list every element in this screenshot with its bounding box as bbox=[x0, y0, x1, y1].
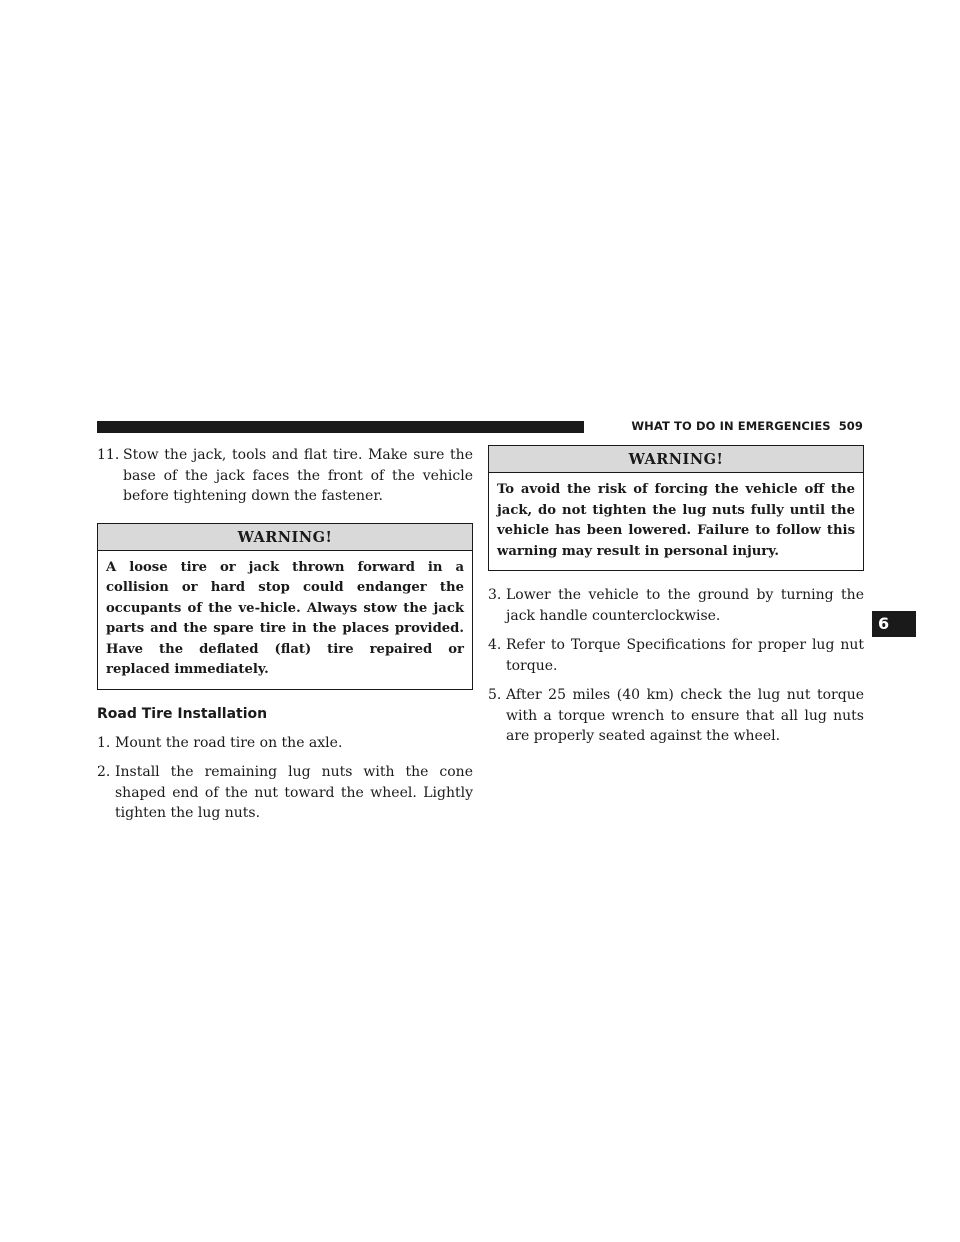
step-number: 3. bbox=[488, 587, 502, 603]
step-4 bbox=[488, 635, 864, 676]
warning-text: To avoid the risk of forcing the vehicle off the jack, do not tighten the lug nuts fully until the vehicle has been lowered. Failure to follow this warning may result in personal injury. bbox=[497, 482, 855, 559]
running-header bbox=[592, 419, 863, 433]
chapter-tab: 6 bbox=[872, 611, 916, 637]
right-column bbox=[488, 445, 864, 756]
step-3 bbox=[488, 585, 864, 626]
warning-box bbox=[488, 445, 864, 571]
step-number: 2. bbox=[97, 764, 111, 780]
warning-title: WARNING! bbox=[98, 524, 472, 551]
warning-text: A loose tire or jack thrown forward in a collision or hard stop could endanger the occupants of the ve-hicle. Always stow the jack parts and the spare tire in the places provided. Have the deflated (flat) tire repaired or replaced immediately. bbox=[106, 559, 464, 677]
step-text: Refer to Torque Specifications for proper lug nut torque. bbox=[506, 637, 864, 674]
step-text: After 25 miles (40 km) check the lug nut torque with a torque wrench to ensure that all lug nuts are properly seated against the wheel. bbox=[506, 687, 864, 744]
step-text: Install the remaining lug nuts with the cone shaped end of the nut toward the wheel. Lightly tighten the lug nuts. bbox=[115, 764, 473, 821]
warning-title: WARNING! bbox=[489, 446, 863, 473]
step-number: 5. bbox=[488, 687, 502, 703]
step-1 bbox=[97, 733, 473, 754]
step-2 bbox=[97, 762, 473, 824]
step-number: 1. bbox=[97, 734, 111, 751]
header-rule bbox=[97, 421, 584, 433]
step-text: Lower the vehicle to the ground by turning the jack handle counterclockwise. bbox=[506, 587, 864, 624]
step-11 bbox=[97, 445, 473, 507]
chapter-title: WHAT TO DO IN EMERGENCIES bbox=[631, 419, 831, 433]
step-text: Stow the jack, tools and flat tire. Make sure the base of the jack faces the front of the vehicle before tightening down the fastener. bbox=[123, 447, 473, 504]
step-number: 11. bbox=[97, 447, 120, 463]
left-column bbox=[97, 445, 473, 833]
warning-box bbox=[97, 523, 473, 690]
step-text: Mount the road tire on the axle. bbox=[115, 734, 343, 751]
section-heading: Road Tire Installation bbox=[97, 705, 268, 722]
step-5 bbox=[488, 685, 864, 747]
step-number: 4. bbox=[488, 637, 502, 653]
page-number: 509 bbox=[838, 419, 863, 433]
